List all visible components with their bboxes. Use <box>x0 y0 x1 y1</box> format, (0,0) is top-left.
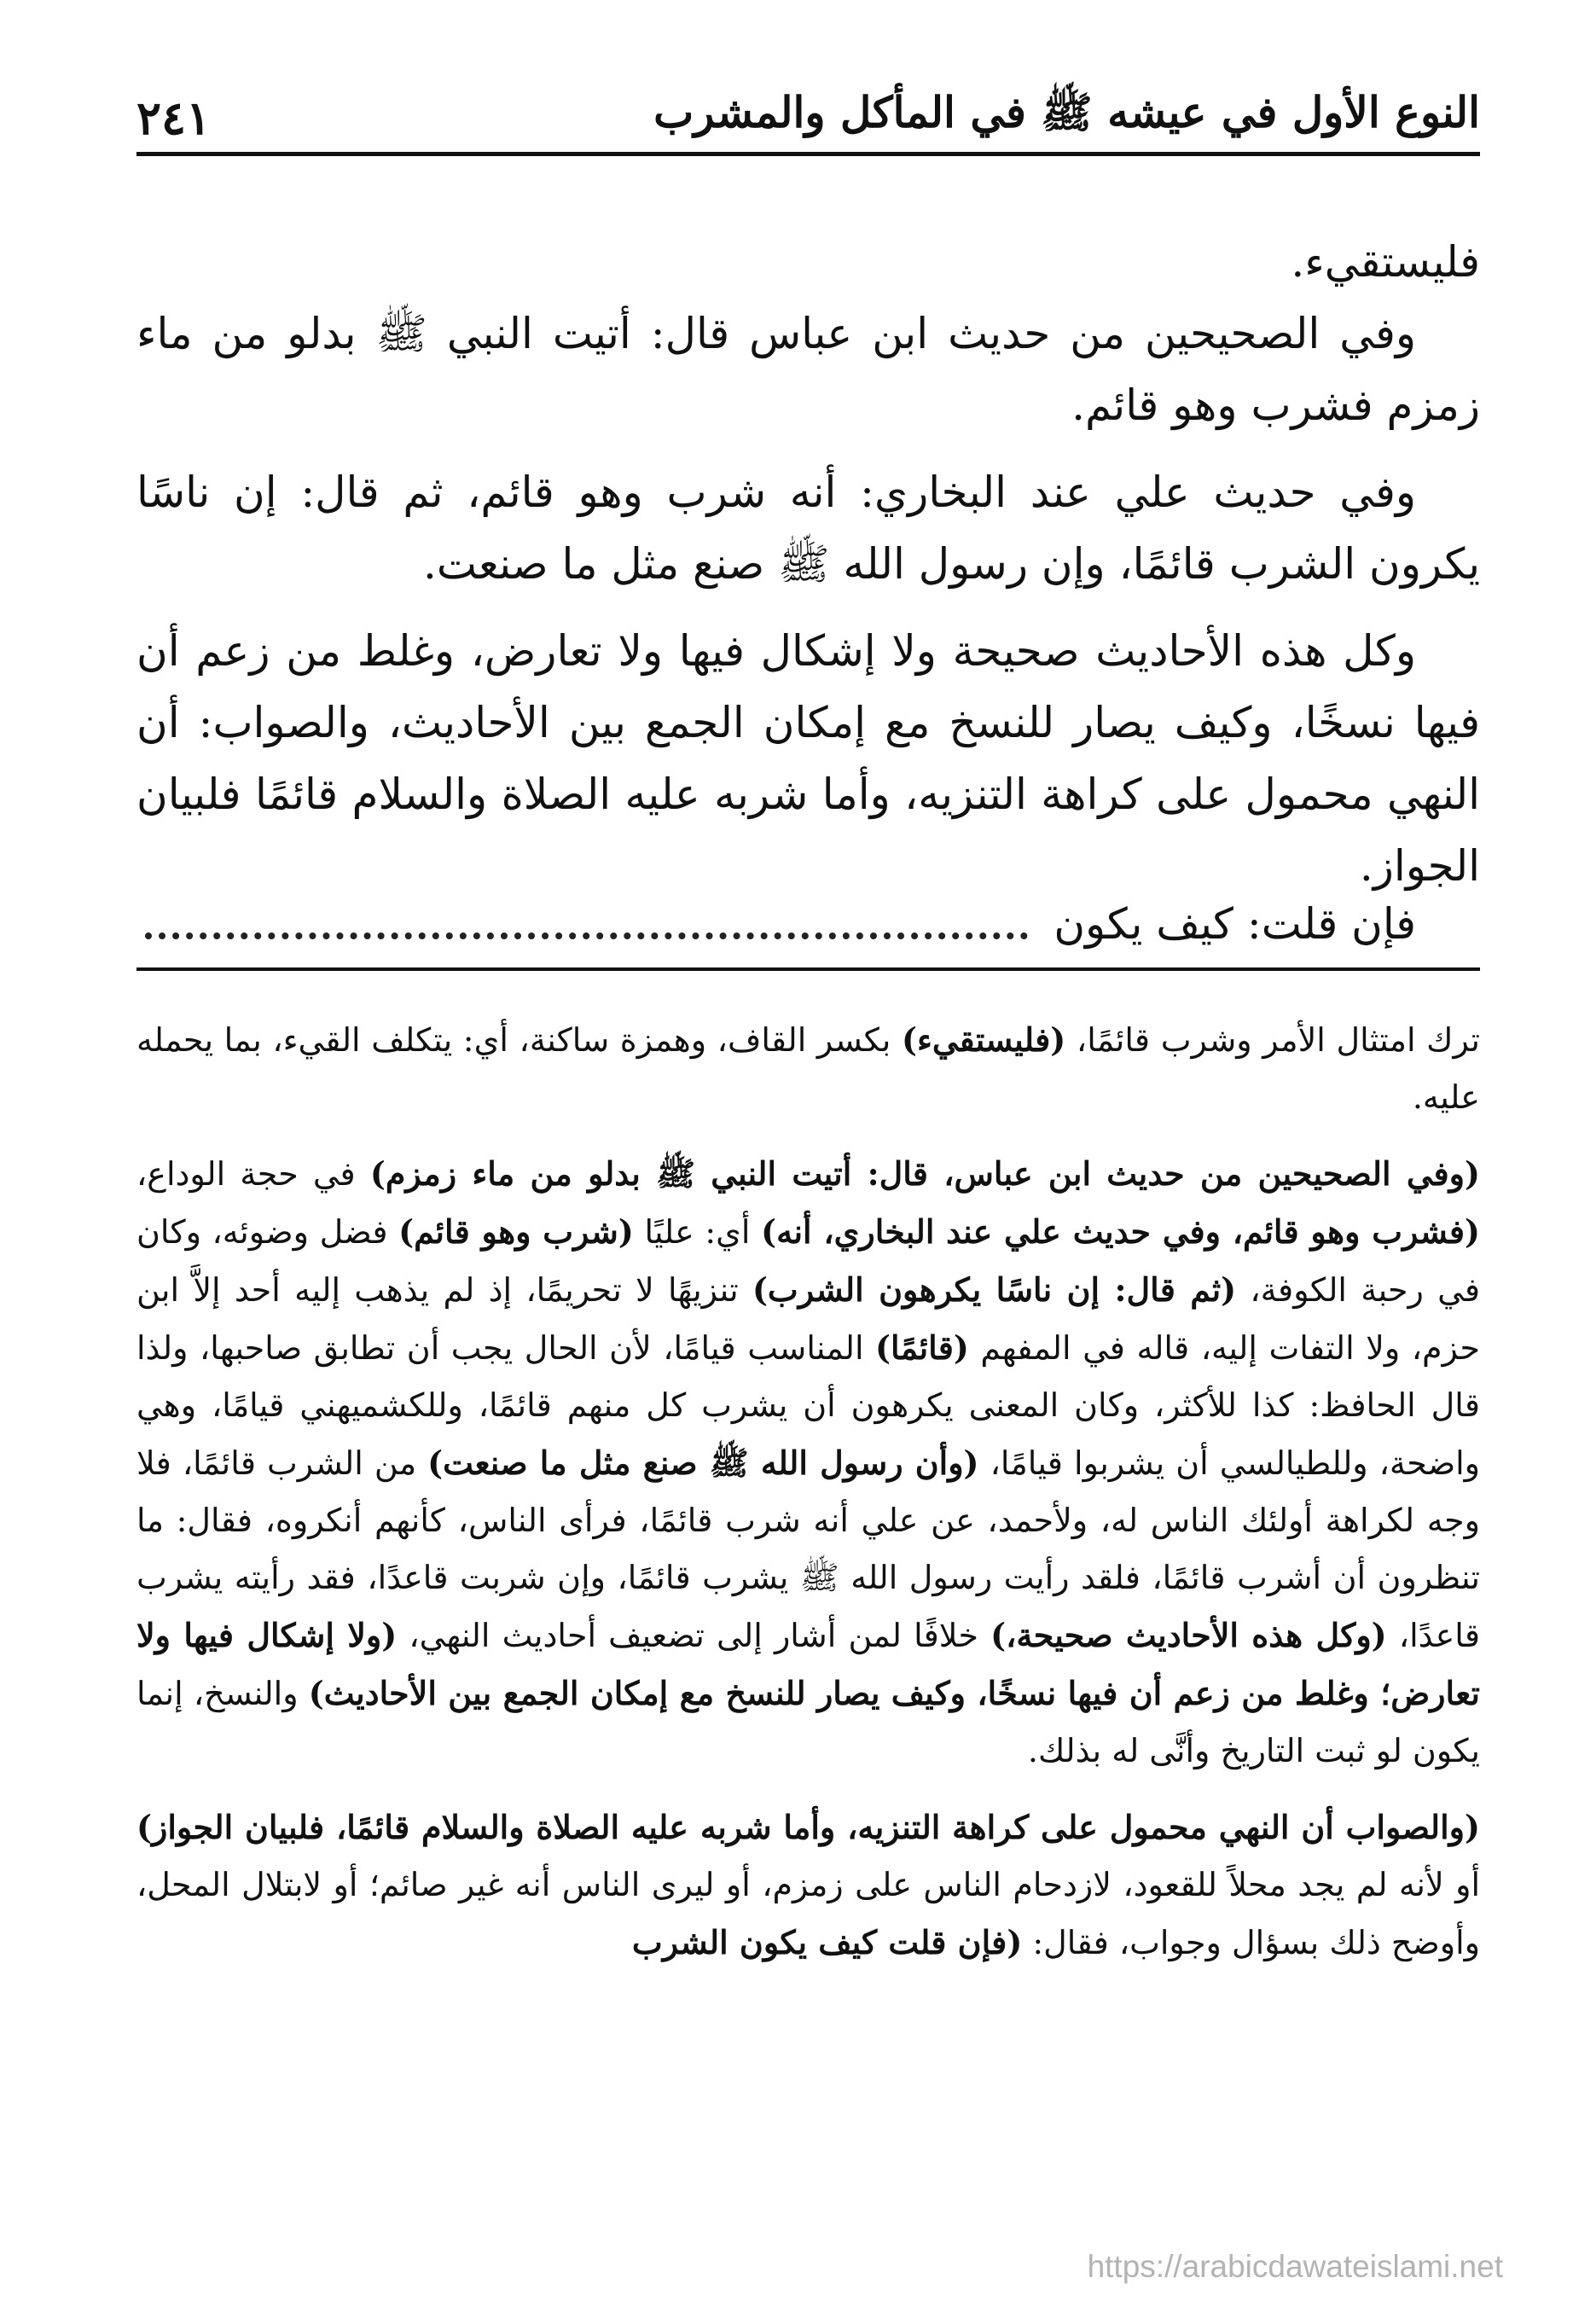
quoted-text: (ولا إشكال فيها ولا تعارض؛ وغلط من زعم أن فيها نسخًا، وكيف يصار للنسخ مع إمكان الجمع بين الأحاديث) <box>136 1616 1480 1712</box>
quoted-text: (فليستقيء) <box>901 1020 1066 1059</box>
commentary-text <box>136 1011 1480 1990</box>
quoted-text: (قائمًا) <box>875 1328 969 1367</box>
commentary-paragraph <box>136 1011 1480 1126</box>
commentary-text-run: والنسخ، إنما يكون لو ثبت التاريخ وأنَّى له بذلك. <box>136 1675 1480 1769</box>
quoted-text: (ثم قال: إن ناسًا يكرهون الشرب) <box>752 1270 1237 1309</box>
commentary-text-run: بكسر القاف، وهمزة ساكنة، أي: يتكلف القيء، بما يحمله عليه. <box>136 1021 1480 1116</box>
quoted-text: (فشرب وهو قائم، وفي حديث علي عند البخاري، أنه) <box>761 1212 1480 1251</box>
watermark-url: https://arabicdawateislami.net <box>1087 2249 1503 2284</box>
commentary-text-run: ترك امتثال الأمر وشرب قائمًا، <box>1065 1021 1480 1059</box>
main-paragraph: فليستقيء. <box>1291 237 1480 287</box>
quoted-text: (فإن قلت كيف يكون الشرب <box>631 1923 1023 1961</box>
book-page <box>136 0 1480 2324</box>
section-divider <box>136 967 1480 971</box>
header-title: النوع الأول في عيشه ﷺ في المأكل والمشرب <box>653 87 1480 137</box>
commentary-text-run: من الشرب قائمًا، فلا وجه لكراهة أولئك الناس له، ولأحمد، عن علي أنه شرب قائمًا، فرأى الناس، كأنهم أنكروه، فقال: ما تنظرون أن أشرب قائمًا، فلقد رأيت رسول الله ﷺ يشرب قائمًا، وإن شربت قاعدًا، فقد رأيته يشرب قاعدًا، <box>136 1444 1480 1654</box>
catch-line <box>136 894 1480 954</box>
quoted-text: (وفي الصحيحين من حديث ابن عباس، قال: أتيت النبي ﷺ بدلو من ماء زمزم) <box>369 1154 1480 1193</box>
commentary-paragraph <box>136 1145 1480 1780</box>
commentary-text-run: فضل وضوئه، وكان في رحبة الكوفة، <box>136 1213 1481 1309</box>
commentary-text-run: خلافًا لمن أشار إلى تضعيف أحاديث النهي، <box>397 1617 991 1654</box>
quoted-text: (والصواب أن النهي محمول على كراهة التنزيه، وأما شربه عليه الصلاة والسلام قائمًا، فلبيان الجواز) <box>136 1808 1480 1846</box>
commentary-text-run: المناسب قيامًا، لأن الحال يجب أن تطابق صاحبها، ولذا قال الحافظ: كذا للأكثر، وكان المعنى يكرهون أن يشرب كل منهم قائمًا، وللكشميهني قيامًا، وهي واضحة، وللطيالسي أن يشربوا قيامًا، <box>136 1329 1480 1482</box>
quoted-text: (وأن رسول الله ﷺ صنع مثل ما صنعت) <box>427 1444 979 1482</box>
main-paragraph: وفي حديث علي عند البخاري: أنه شرب وهو قائم، ثم قال: إن ناسًا يكرون الشرب قائمًا، وإن رسول الله ﷺ صنع مثل ما صنعت. <box>136 468 1480 589</box>
commentary-paragraph <box>136 1798 1480 1972</box>
main-paragraph: وفي الصحيحين من حديث ابن عباس قال: أتيت النبي ﷺ بدلو من ماء زمزم فشرب وهو قائم. <box>136 309 1480 430</box>
commentary-text-run: في حجة الوداع، <box>136 1155 370 1193</box>
commentary-text-run: أو لأنه لم يجد محلاً للقعود، لازدحام الناس على زمزم، أو ليرى الناس أنه غير صائم؛ أو لابتلال المحل، وأوضح ذلك بسؤال وجواب، فقال: <box>136 1866 1481 1961</box>
page-number: ٢٤١ <box>136 90 212 145</box>
quoted-text: (وكل هذه الأحاديث صحيحة،) <box>990 1616 1387 1654</box>
quoted-text: (شرب وهو قائم) <box>398 1212 634 1251</box>
dotted-leader <box>145 909 1028 939</box>
main-text <box>136 226 1480 917</box>
main-paragraph: وكل هذه الأحاديث صحيحة ولا إشكال فيها ولا تعارض، وغلط من زعم أن فيها نسخًا، وكيف يصار للنسخ مع إمكان الجمع بين الأحاديث، والصواب: أن النهي محمول على كراهة التنزيه، وأما شربه عليه الصلاة والسلام قائمًا فلبيان الجواز. <box>136 626 1480 891</box>
commentary-text-run: أي: عليًا <box>633 1213 762 1251</box>
commentary-text-run: تنزيهًا لا تحريمًا، إذ لم يذهب إليه أحد إلاَّ ابن حزم، ولا التفات إليه، قاله في المفهم <box>136 1271 1480 1367</box>
running-header <box>136 84 1480 156</box>
catch-text: فإن قلت: كيف يكون <box>1054 899 1416 949</box>
